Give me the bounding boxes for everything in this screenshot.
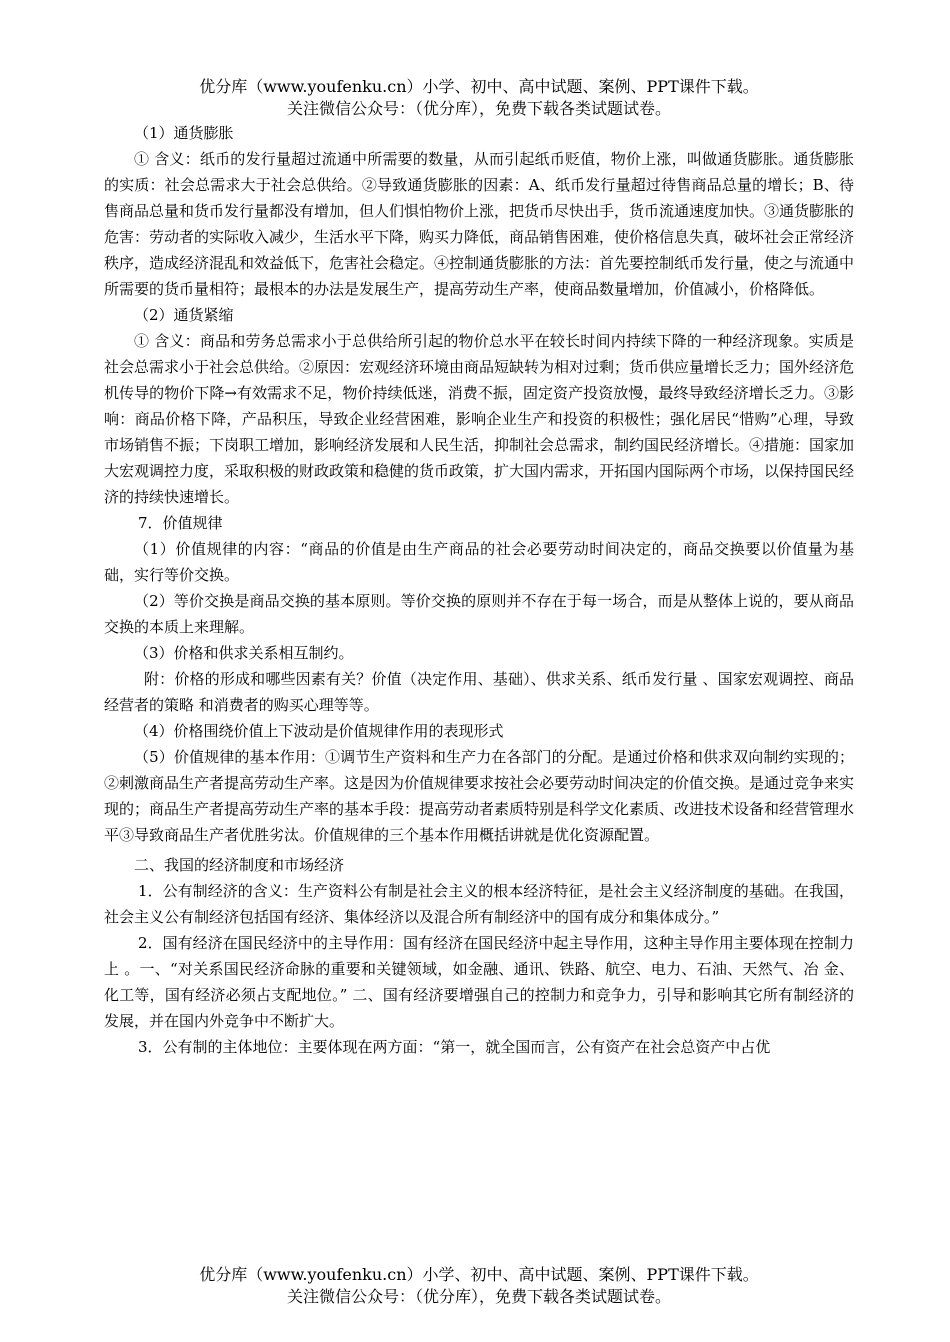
- header-line-2: 关注微信公众号：（优分库），免费下载各类试题试卷。: [286, 99, 671, 118]
- footer-line-2: 关注微信公众号：（优分库），免费下载各类试题试卷。: [286, 1287, 671, 1306]
- paragraph-price-fluctuation: （4）价格围绕价值上下波动是价值规律作用的表现形式: [134, 722, 504, 740]
- paragraph-law-content: （1）价值规律的内容：“商品的价值是由生产商品的社会必要劳动时间决定的，商品交换要以价值量为基础，实行等价交换。: [104, 540, 854, 584]
- heading-law-of-value: 7．价值规律: [138, 514, 223, 532]
- paragraph-basic-functions: （5）价值规律的基本作用：①调节生产资料和生产力在各部门的分配。是通过价格和供求双向制约实现的；②刺激商品生产者提高劳动生产率。这是因为价值规律要求按社会必要劳动时间决定的价值交换。是通过竞争来实现的；商品生产者提高劳动生产率的基本手段：提高劳动者素质特别是科学文化素质、改进技术设备和经营管理水平③导致商品生产者优胜劣汰。价值规律的三个基本作用概括讲就是优化资源配置。: [104, 748, 855, 844]
- paragraph-dominant-position: 3．公有制的主体地位：主要体现在两方面：“第一，就全国而言，公有资产在社会总资产中占优: [138, 1038, 771, 1056]
- paragraph-state-economy: 2．国有经济在国民经济中的主导作用：国有经济在国民经济中起主导作用，这种主导作用主要体现在控制力上 。一、“对关系国民经济命脉的重要和关键领域，如金融、通讯、铁路、航空、电力、石油、天然气、冶 金、化工等，国有经济必须占支配地位。” 二、国有经济要增强自己的控制力和竞争力，引导和影响其它所有制经济的发展，并在国内外竞争中不断扩大。: [104, 934, 854, 1030]
- page-footer: [104, 1264, 854, 1308]
- paragraph-inflation: ① 含义：纸币的发行量超过流通中所需要的数量，从而引起纸币贬值，物价上涨，叫做通货膨胀。通货膨胀的实质：社会总需求大于社会总供给。②导致通货膨胀的因素：A、纸币发行量超过待售商品总量的增长；B、待售商品总量和货币发行量都没有增加，但人们惧怕物价上涨，把货币尽快出手，货币流通速度加快。③通货膨胀的危害：劳动者的实际收入减少，生活水平下降，购买力降低，商品销售困难，使价格信息失真，破坏社会正常经济秩序，造成经济混乱和效益低下，危害社会稳定。④控制通货膨胀的方法：首先要控制纸币发行量，使之与流通中所需要的货币量相符；最根本的办法是发展生产，提高劳动生产率，使商品数量增加，价值减小，价格降低。: [104, 150, 855, 298]
- heading-inflation: （1）通货膨胀: [134, 124, 234, 142]
- paragraph-deflation: ① 含义：商品和劳务总需求小于总供给所引起的物价总水平在较长时间内持续下降的一种经济现象。实质是社会总需求小于社会总供给。②原因：宏观经济环境由商品短缺转为相对过剩；货币供应量增长乏力；国外经济危机传导的物价下降→有效需求不足，物价持续低迷，消费不振，固定资产投资放慢，最终导致经济增长乏力。③影响：商品价格下降，产品积压，导致企业经营困难，影响企业生产和投资的积极性；强化居民“惜购”心理，导致市场销售不振；下岗职工增加，影响经济发展和人民生活，抑制社会总需求，制约国民经济增长。④措施：国家加大宏观调控力度，采取积极的财政政策和稳健的货币政策，扩大国内需求，开拓国内国际两个市场，以保持国民经济的持续快速增长。: [104, 332, 855, 506]
- footer-line-1: 优分库（www.youfenku.cn）小学、初中、高中试题、案例、PPT课件下载。: [199, 1265, 759, 1284]
- paragraph-public-ownership: 1．公有制经济的含义：生产资料公有制是社会主义的根本经济特征，是社会主义经济制度的基础。在我国，社会主义公有制经济包括国有经济、集体经济以及混合所有制经济中的国有成分和集体成分。”: [104, 882, 854, 926]
- heading-deflation: （2）通货紧缩: [134, 306, 234, 324]
- document-page: [104, 76, 854, 1060]
- heading-section-two: 二、我国的经济制度和市场经济: [134, 856, 345, 874]
- paragraph-appendix: 附：价格的形成和哪些因素有关？价值（决定作用、基础）、供求关系、纸币发行量 、国家宏观调控、商品经营者的策略 和消费者的购买心理等等。: [104, 670, 854, 714]
- paragraph-equal-exchange: （2）等价交换是商品交换的基本原则。等价交换的原则并不存在于每一场合，而是从整体上说的，要从商品交换的本质上来理解。: [104, 592, 854, 636]
- paragraph-price-supply: （3）价格和供求关系相互制约。: [134, 644, 354, 662]
- header-line-1: 优分库（www.youfenku.cn）小学、初中、高中试题、案例、PPT课件下载。: [199, 77, 759, 96]
